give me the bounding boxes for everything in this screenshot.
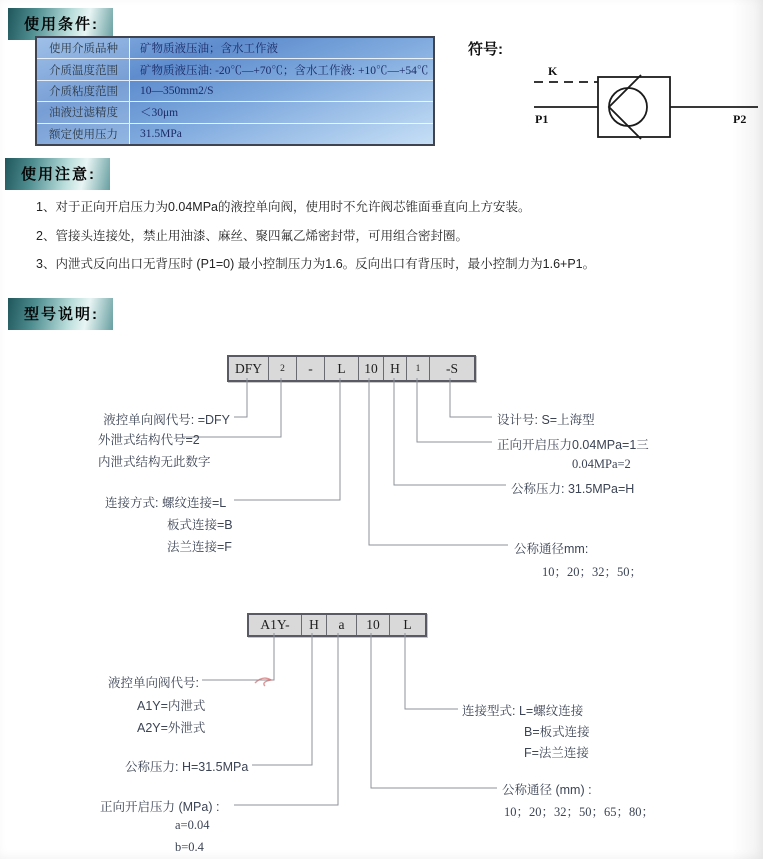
- diagram1-connector-lines: [0, 378, 763, 578]
- code-cell: 10: [357, 615, 390, 635]
- code-cell: H: [384, 357, 407, 380]
- code-cell: L: [403, 617, 412, 632]
- diagram1-label: 公称通径mm:: [514, 542, 589, 556]
- diagram2-connector-lines: [0, 633, 763, 859]
- note-item: 1、对于正向开启压力为0.04MPa的液控单向阀，使用时不允许阀芯锥面垂直向上方安装。: [36, 200, 531, 214]
- diagram2-label: 公称通径 (mm) :: [502, 783, 592, 797]
- row-value: 矿物质液压油；含水工作液: [140, 43, 278, 56]
- table-row: [37, 38, 433, 59]
- diagram1-label: 0.04MPa=2: [572, 457, 631, 471]
- row-value: 矿物质液压油: -20℃—+70℃；含水工作液: +10℃—+54℃: [140, 64, 429, 77]
- diagram2-label: B=板式连接: [524, 725, 590, 739]
- diagram1-label: 设计号: S=上海型: [497, 413, 595, 427]
- valve-poppet-circle: [609, 88, 647, 126]
- port-label-p1: P1: [535, 112, 549, 126]
- note-item: 2、管接头连接处，禁止用油漆、麻丝、聚四氟乙烯密封带，可用组合密封圈。: [36, 228, 468, 243]
- diagram2-label: 正向开启压力 (MPa) :: [100, 800, 220, 814]
- diagram1-label: 板式连接=B: [167, 518, 233, 532]
- diagram2-label: A1Y=内泄式: [137, 699, 206, 713]
- diagram1-label: 10；20；32；50；: [542, 565, 643, 579]
- diagram2-label: 10；20；32；50；65；80；: [504, 805, 655, 819]
- code-cell: 2: [269, 357, 297, 380]
- table-row: [37, 102, 433, 123]
- symbol-title: 符号:: [468, 41, 503, 58]
- code-cell: A1Y-: [249, 615, 302, 635]
- row-label: 使用介质品种: [37, 38, 130, 58]
- row-value: 31.5MPa: [140, 127, 182, 140]
- row-value: ＜30μm: [140, 107, 179, 120]
- row-value: 10—350mm2/S: [140, 85, 214, 98]
- model-code-row-a1y: [247, 613, 427, 637]
- conditions-table: [35, 36, 435, 146]
- table-row: [37, 81, 433, 102]
- code-cell: -: [297, 357, 325, 380]
- diagram1-label: 正向开启压力0.04MPa=1三: [497, 438, 649, 452]
- section-banner-notes: 使用注意:: [5, 158, 110, 190]
- table-row: [37, 124, 433, 144]
- row-label: 介质粘度范围: [37, 81, 130, 101]
- diagram2-label: a=0.04: [175, 818, 210, 832]
- row-label: 油液过滤精度: [37, 102, 130, 122]
- notes-list: [36, 197, 756, 283]
- row-label: 额定使用压力: [37, 124, 130, 144]
- code-cell: -S: [445, 360, 458, 376]
- diagram2-label: 液控单向阀代号:: [108, 676, 199, 690]
- diagram1-label: 外泄式结构代号=2: [98, 433, 200, 447]
- diagram2-label: b=0.4: [175, 840, 204, 854]
- code-cell: a: [327, 615, 357, 635]
- code-cell: DFY: [229, 357, 269, 380]
- model-code-row-dfy: [227, 355, 476, 382]
- diagram2-label: 公称压力: H=31.5MPa: [125, 760, 249, 774]
- code-cell: L: [325, 357, 359, 380]
- check-valve-symbol-diagram: [520, 58, 763, 153]
- port-label-k: K: [548, 64, 558, 78]
- diagram2-label: A2Y=外泄式: [137, 721, 206, 735]
- diagram2-label: F=法兰连接: [524, 746, 589, 760]
- code-cell: H: [302, 615, 327, 635]
- row-label: 介质温度范围: [37, 59, 130, 79]
- code-cell: 1: [407, 357, 430, 380]
- section-banner-conditions: 使用条件:: [8, 8, 113, 40]
- red-pen-mark: [255, 678, 271, 686]
- note-item: 3、内泄式反向出口无背压时 (P1=0) 最小控制压力为1.6。反向出口有背压时，最小控制力为1.6+P1。: [36, 257, 596, 271]
- diagram1-label: 法兰连接=F: [167, 540, 232, 554]
- diagram1-label: 液控单向阀代号: =DFY: [103, 413, 230, 427]
- diagram1-label: 内泄式结构无此数字: [98, 455, 211, 469]
- diagram2-label: 连接型式: L=螺纹连接: [462, 704, 584, 718]
- code-cell: 10: [359, 357, 384, 380]
- port-label-p2: P2: [733, 112, 747, 126]
- diagram1-label: 连接方式: 螺纹连接=L: [105, 496, 227, 510]
- valve-seat-lines: [609, 75, 641, 139]
- diagram1-label: 公称压力: 31.5MPa=H: [511, 482, 635, 496]
- table-row: [37, 59, 433, 80]
- section-banner-model: 型号说明:: [8, 298, 113, 330]
